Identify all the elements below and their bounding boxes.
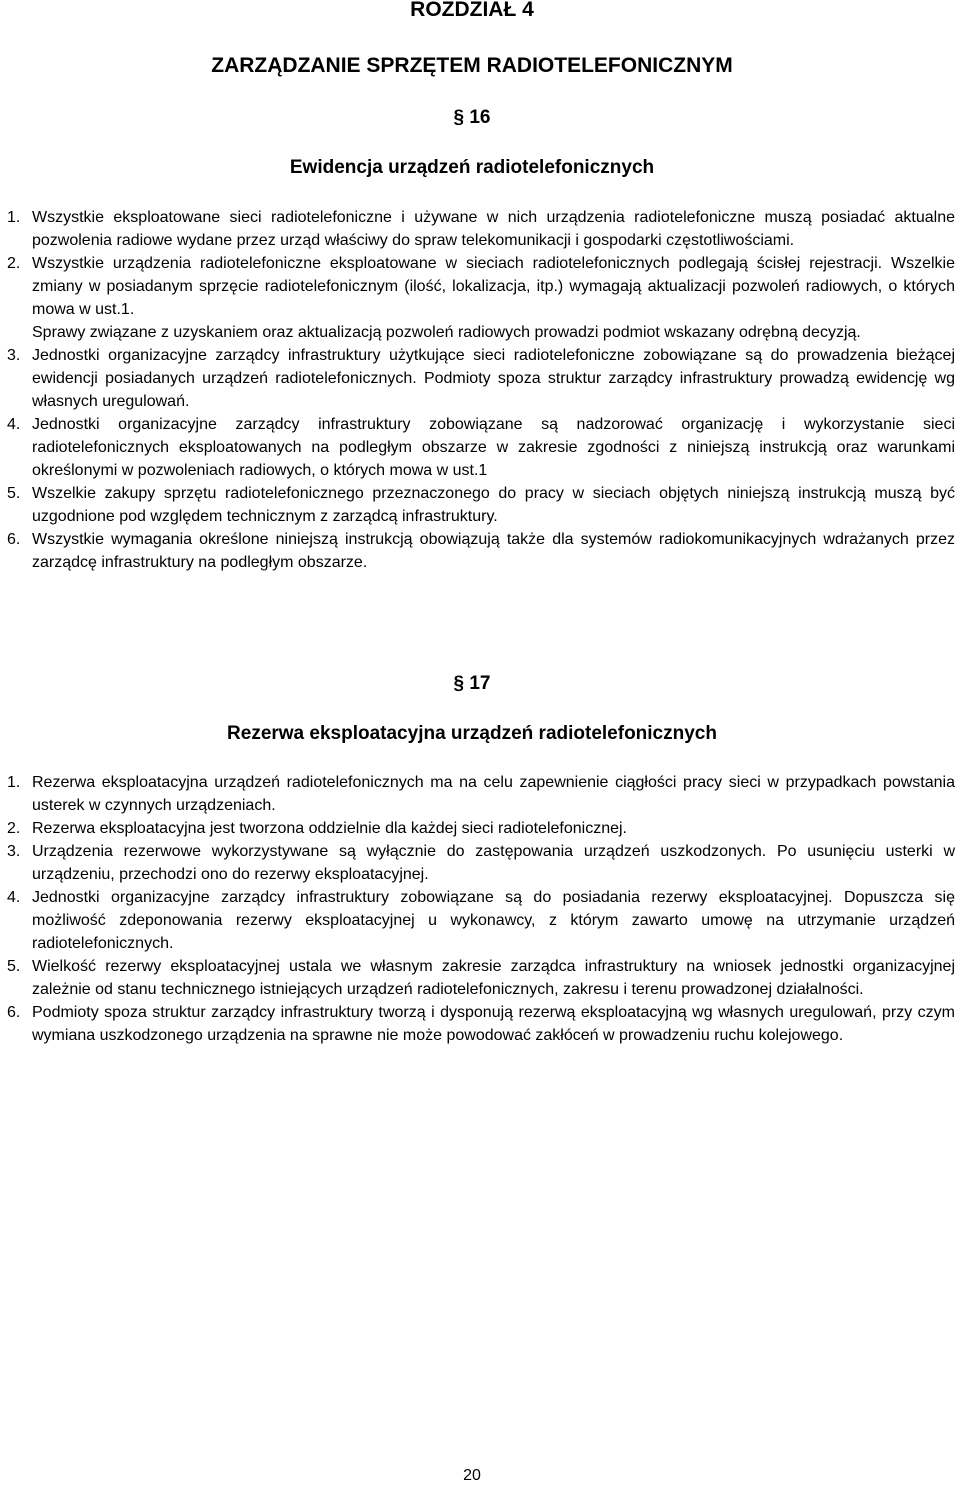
item-paragraph: Rezerwa eksploatacyjna jest tworzona oddzielnie dla każdej sieci radiotelefonicznej.: [32, 820, 627, 837]
item-paragraph: Rezerwa eksploatacyjna urządzeń radiotelefonicznych ma na celu zapewnienie ciągłości pracy sieci w przypadkach powstania usterek w czynnych urządzeniach.: [32, 774, 955, 814]
item-paragraph: Podmioty spoza struktur zarządcy infrastruktury tworzą i dysponują rezerwą eksploatacyjną wg własnych uregulowań, przy czym wymiana uszkodzonego urządzenia na sprawne nie może powodować zakłóceń w prowadzeniu ruchu kolejowego.: [32, 1004, 955, 1044]
list-item: [0, 413, 955, 482]
item-number: 2.: [7, 820, 21, 837]
item-number: 2.: [7, 255, 21, 272]
section-16-sign: § 16: [453, 107, 491, 128]
item-number: 6.: [7, 1004, 21, 1021]
list-item: [0, 528, 955, 574]
item-number: 4.: [7, 889, 21, 906]
item-paragraph: Jednostki organizacyjne zarządcy infrastruktury zobowiązane są nadzorować organizację i wykorzystanie sieci radiotelefonicznych eksploatowanych na podległym obszarze w zakresie zgodności z niniejszą instrukcją oraz warunkami określonymi w pozwoleniach radiowych, o których mowa w ust.1: [32, 416, 955, 479]
list-item: [0, 252, 955, 344]
list-item: [0, 886, 955, 955]
item-paragraph: Sprawy związane z uzyskaniem oraz aktualizacją pozwoleń radiowych prowadzi podmiot wskazany odrębną decyzją.: [32, 324, 861, 341]
item-paragraph: Wszystkie wymagania określone niniejszą instrukcją obowiązują także dla systemów radiokomunikacyjnych wdrażanych przez zarządcę infrastruktury na podległym obszarze.: [32, 531, 955, 571]
item-paragraph: Urządzenia rezerwowe wykorzystywane są wyłącznie do zastępowania urządzeń uszkodzonych. Po usunięciu usterki w urządzeniu, przechodzi ono do rezerwy eksploatacyjnej.: [32, 843, 955, 883]
item-paragraph: Wszelkie zakupy sprzętu radiotelefonicznego przeznaczonego do pracy w sieciach objętych niniejszą instrukcją muszą być uzgodnione pod względem technicznym z zarządcą infrastruktury.: [32, 485, 955, 525]
list-item: [0, 344, 955, 413]
item-paragraph: Wielkość rezerwy eksploatacyjnej ustala we własnym zakresie zarządca infrastruktury na wniosek jednostki organizacyjnej zależnie od stanu technicznego istniejących urządzeń radiotelefonicznych, zakresu i terenu prowadzonej działalności.: [32, 958, 955, 998]
item-number: 3.: [7, 843, 21, 860]
list-item: [0, 482, 955, 528]
item-number: 1.: [7, 209, 21, 226]
item-number: 1.: [7, 774, 21, 791]
list-item: [0, 817, 955, 840]
section-16-title: Ewidencja urządzeń radiotelefonicznych: [289, 157, 655, 178]
list-item: [0, 955, 955, 1001]
list-item: [0, 840, 955, 886]
section-17-title: Rezerwa eksploatacyjna urządzeń radiotelefonicznych: [227, 723, 717, 744]
item-number: 5.: [7, 485, 21, 502]
chapter-number: ROZDZIAŁ 4: [410, 0, 534, 21]
item-paragraph: Wszystkie eksploatowane sieci radiotelefoniczne i używane w nich urządzenia radiotelefoniczne muszą posiadać aktualne pozwolenia radiowe wydane przez urząd właściwy do spraw telekomunikacji i gospodarki częstotliwościami.: [32, 209, 955, 249]
page-number: 20: [463, 1467, 481, 1484]
item-paragraph: Jednostki organizacyjne zarządcy infrastruktury zobowiązane są do posiadania rezerwy eksploatacyjnej. Dopuszcza się możliwość zdeponowania rezerwy eksploatacyjnej u wykonawcy, z którym zawarto umowę na utrzymanie urządzeń radiotelefonicznych.: [32, 889, 955, 952]
chapter-title: ZARZĄDZANIE SPRZĘTEM RADIOTELEFONICZNYM: [211, 54, 733, 77]
list-item: [0, 1001, 955, 1047]
item-number: 6.: [7, 531, 21, 548]
item-number: 4.: [7, 416, 21, 433]
item-paragraph: Wszystkie urządzenia radiotelefoniczne eksploatowane w sieciach radiotelefonicznych podlegają ścisłej rejestracji. Wszelkie zmiany w posiadanym sprzęcie radiotelefonicznym (ilość, lokalizacja, itp.) wymagają aktualizacji pozwoleń radiowych, o których mowa w ust.1.: [32, 255, 955, 318]
section-17-list: [0, 771, 955, 1047]
section-16-list: [0, 206, 955, 574]
item-paragraph: Jednostki organizacyjne zarządcy infrastruktury użytkujące sieci radiotelefoniczne zobowiązane są do prowadzenia bieżącej ewidencji posiadanych urządzeń radiotelefonicznych. Podmioty spoza struktur zarządcy infrastruktury prowadzą ewidencję wg własnych uregulowań.: [32, 347, 955, 410]
item-number: 3.: [7, 347, 21, 364]
list-item: [0, 206, 955, 252]
list-item: [0, 771, 955, 817]
item-number: 5.: [7, 958, 21, 975]
section-17-sign: § 17: [453, 673, 491, 694]
